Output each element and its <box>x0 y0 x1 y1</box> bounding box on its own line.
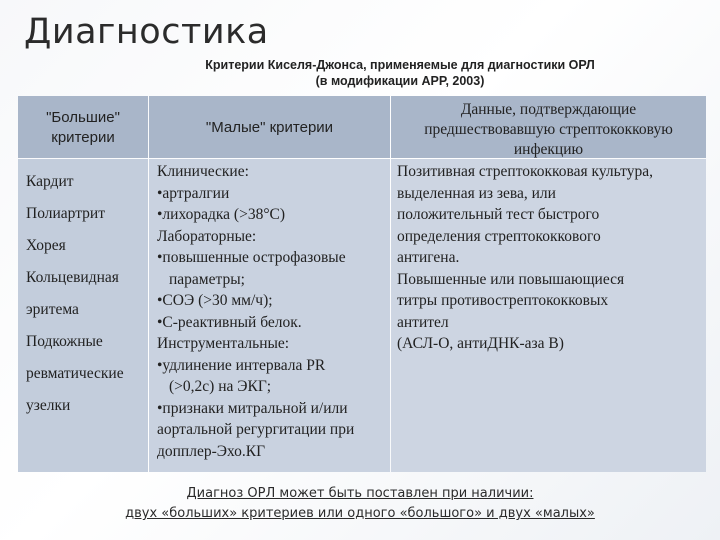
minor-criterion-item: •СОЭ (>30 мм/ч); <box>157 292 273 309</box>
minor-criterion-item: (>0,2с) на ЭКГ; <box>169 378 272 395</box>
minor-criteria-header: "Малые" критерии <box>149 96 390 158</box>
caption-line-1: Критерии Киселя-Джонса, применяемые для диагностики ОРЛ <box>205 58 595 72</box>
major-criteria-list <box>18 159 148 429</box>
strep-evidence-line: антител <box>397 313 449 331</box>
strep-evidence-header <box>391 96 706 158</box>
minor-criterion-item: Лабораторные: <box>157 227 257 245</box>
strep-evidence-column <box>391 96 706 472</box>
criteria-table <box>18 96 706 472</box>
strep-evidence-line: антигена. <box>397 249 460 266</box>
minor-criterion-item: •признаки митральной и/или <box>157 399 348 417</box>
strep-evidence-line: выделенная из зева, или <box>397 184 556 202</box>
strep-evidence-text <box>391 159 706 355</box>
strep-evidence-line: титры противострептококковых <box>397 292 609 309</box>
strep-header-line-1: Данные, подтверждающие <box>460 101 637 118</box>
minor-criteria-column <box>149 96 390 472</box>
minor-criterion-item: Клинические: <box>157 163 249 180</box>
major-criterion-item: Полиартрит <box>26 205 105 222</box>
minor-criteria-cell <box>149 159 390 472</box>
major-criterion-item: Хорея <box>26 237 66 254</box>
major-criterion-item: ревматические <box>26 365 124 382</box>
strep-evidence-line: Повышенные или повышающиеся <box>397 270 625 288</box>
major-criterion-item: узелки <box>26 397 71 414</box>
major-criterion-item: Подкожные <box>26 333 103 350</box>
strep-evidence-cell <box>391 159 706 472</box>
caption-line-2: (в модификации АРР, 2003) <box>315 74 485 88</box>
major-header-line-2: критерии <box>51 129 115 146</box>
minor-criterion-item: допплер-Эхо.КГ <box>157 442 266 460</box>
strep-evidence-line: положительный тест быстрого <box>397 206 600 223</box>
major-criteria-header <box>18 96 148 158</box>
minor-criterion-item: •лихорадка (>38°С) <box>157 206 286 223</box>
minor-criterion-item: •удлинение интервала PR <box>157 356 326 374</box>
minor-criteria-list <box>149 159 390 462</box>
major-criterion-item: Кольцевидная <box>26 269 119 286</box>
slide-title: Диагностика <box>24 12 269 52</box>
minor-criterion-item: •повышенные острофазовые <box>157 249 346 266</box>
strep-evidence-line: определения стрептококкового <box>397 227 601 245</box>
minor-criterion-item: параметры; <box>169 270 245 288</box>
minor-criterion-item: •артралгии <box>157 184 230 202</box>
major-header-line-1: "Большие" <box>46 109 120 126</box>
major-criteria-cell <box>18 159 148 472</box>
major-criteria-column <box>18 96 148 472</box>
major-criterion-item: эритема <box>26 301 79 318</box>
minor-criterion-item: •С-реактивный белок. <box>157 313 302 331</box>
table-caption <box>100 57 700 89</box>
diagnosis-rule-line-2: двух «больших» критериев или одного «большого» и двух «малых» <box>125 506 595 521</box>
major-criterion-item: Кардит <box>26 173 74 190</box>
strep-evidence-line: Позитивная стрептококковая культура, <box>397 163 653 180</box>
minor-criterion-item: Инструментальные: <box>157 335 290 352</box>
strep-header-line-2: предшествовавшую стрептококковую <box>424 121 673 138</box>
minor-criterion-item: аортальной регургитации при <box>157 421 355 438</box>
strep-evidence-line: (АСЛ-О, антиДНК-аза В) <box>397 335 564 352</box>
strep-header-line-3: инфекцию <box>513 141 584 158</box>
diagnosis-rule-line-1: Диагноз ОРЛ может быть поставлен при наличии: <box>186 486 534 501</box>
diagnosis-rule <box>40 484 680 524</box>
